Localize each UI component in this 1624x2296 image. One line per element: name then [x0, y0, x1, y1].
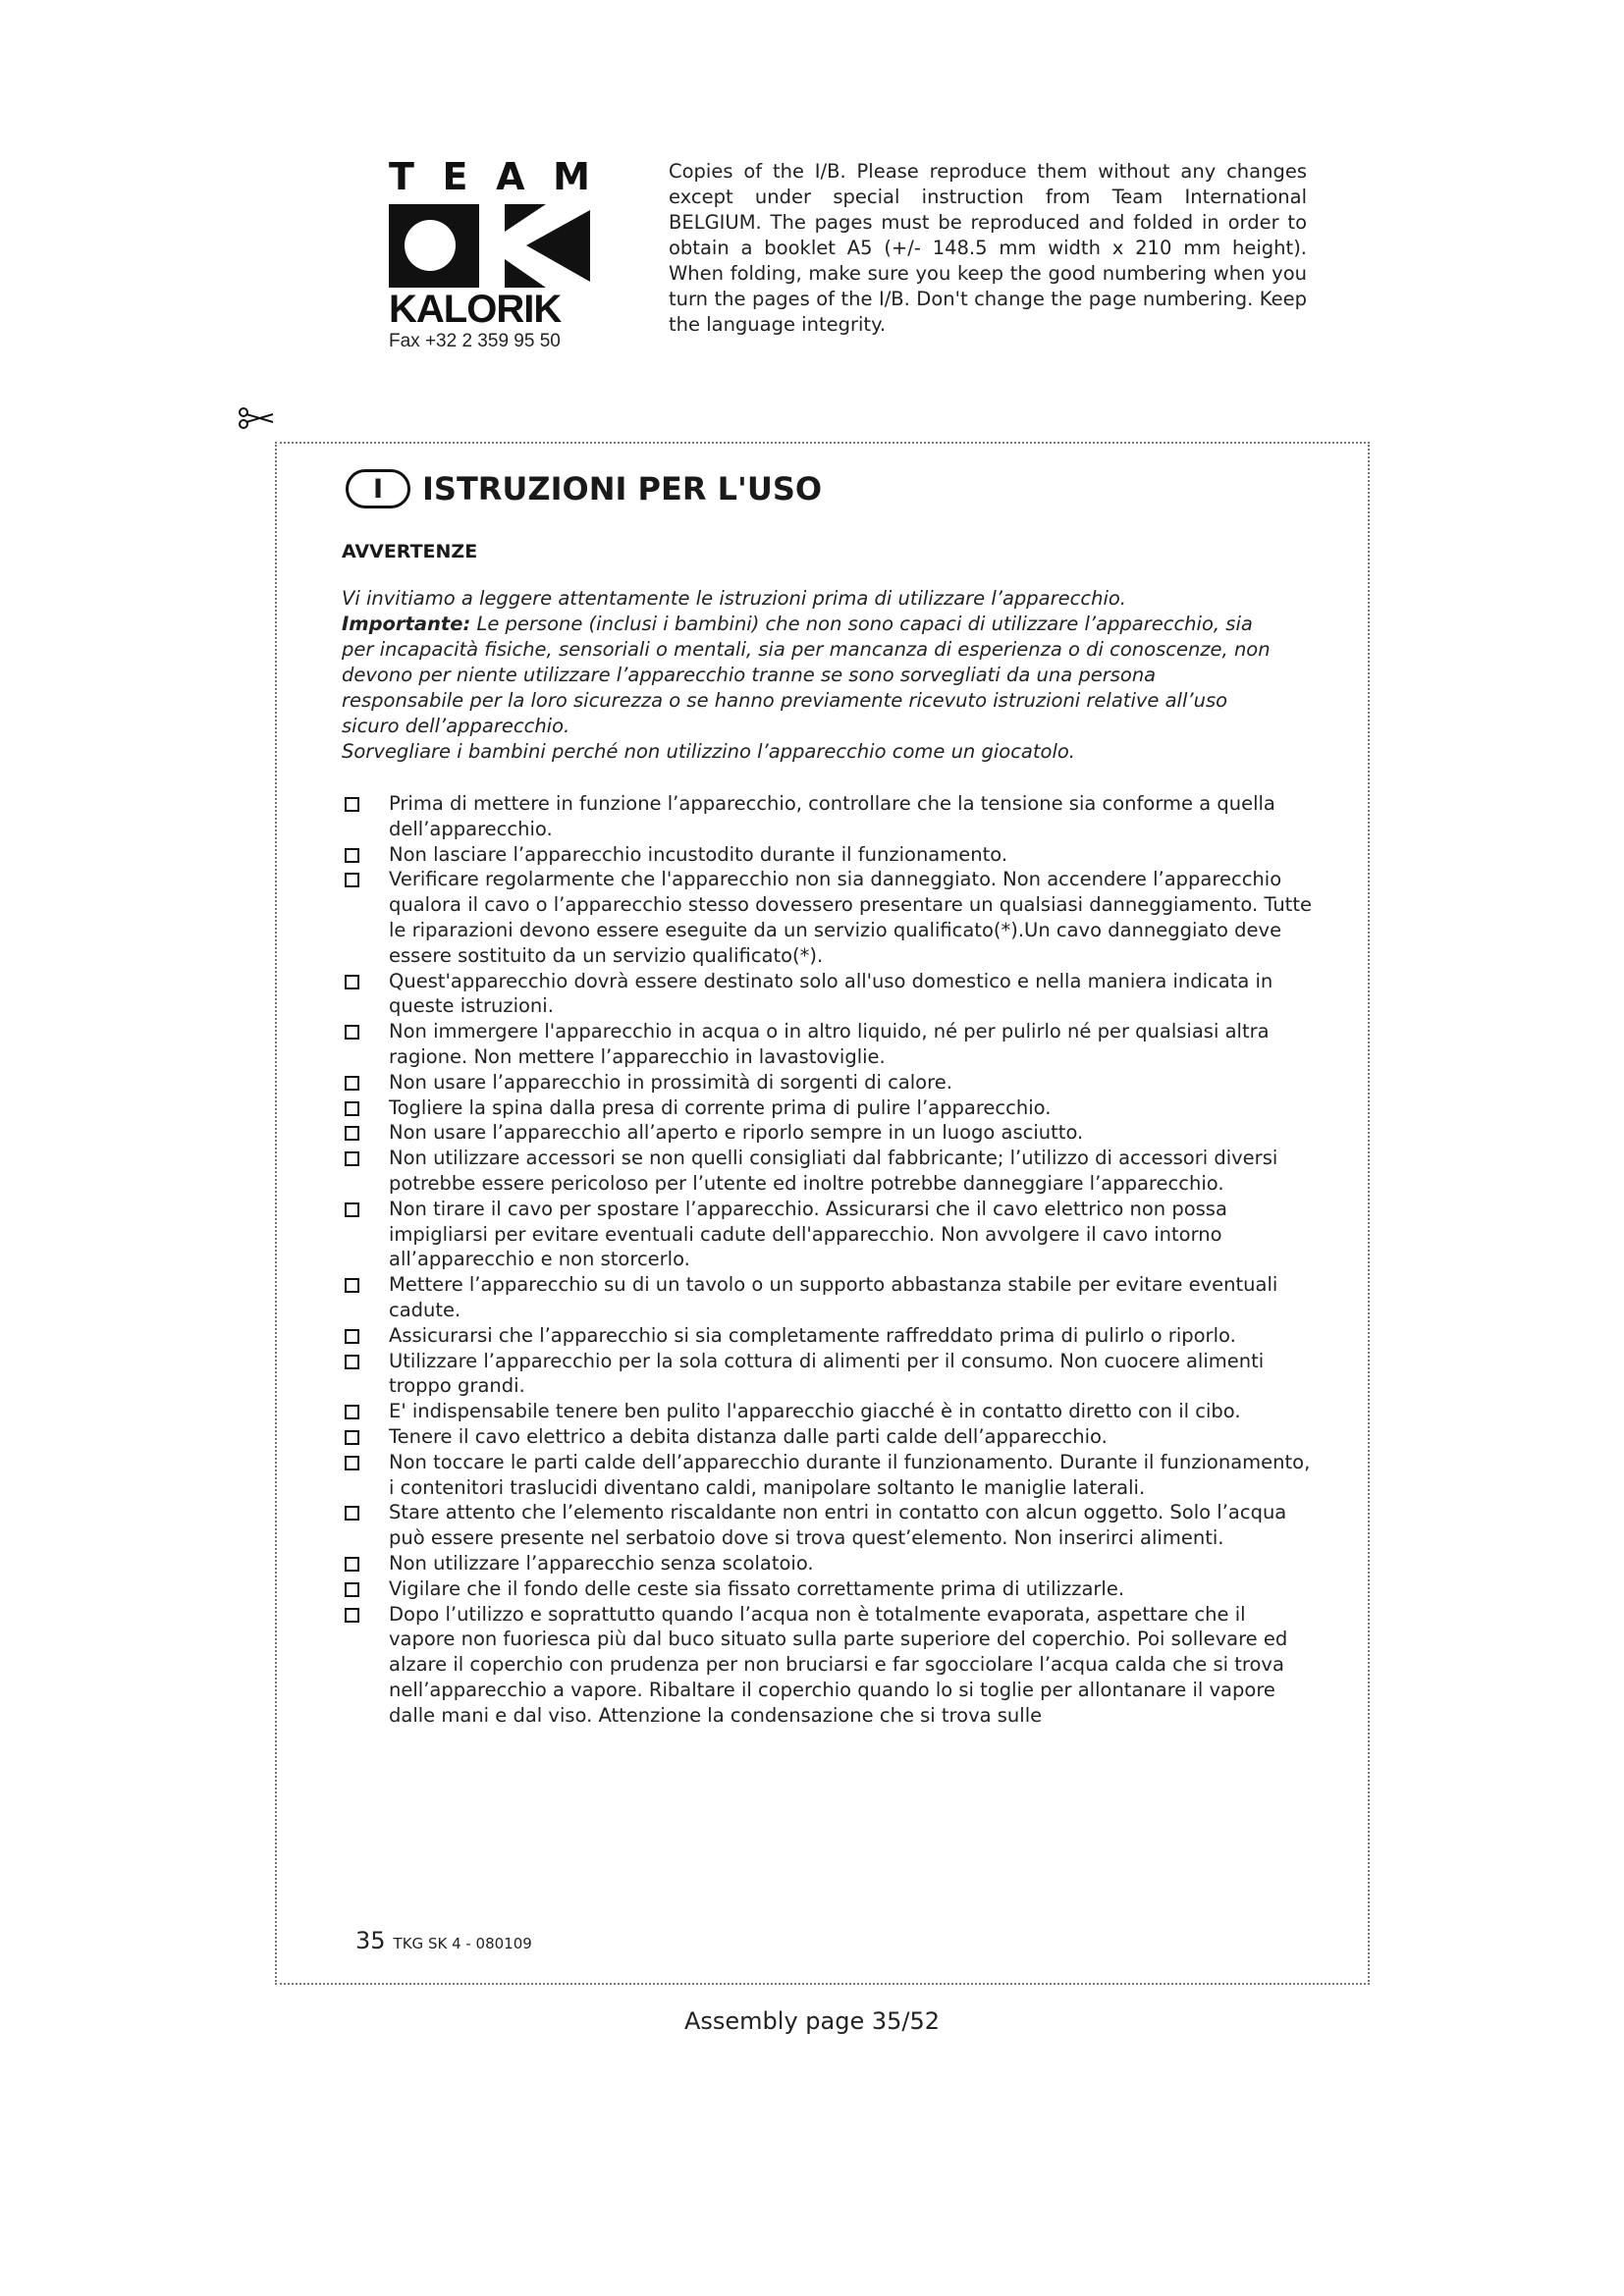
list-item-text: Togliere la spina dalla presa di corrente prima di pulire l’apparecchio.: [389, 1095, 1052, 1119]
checkbox-bullet-icon: [345, 1278, 359, 1293]
list-item: [342, 1120, 1314, 1146]
logo-brand-name: KALORIK: [389, 288, 562, 331]
list-item: [342, 1019, 1314, 1070]
team-kalorik-logo: [389, 157, 600, 352]
checkbox-bullet-icon: [345, 1101, 359, 1116]
list-item-text: E' indispensabile tenere ben pulito l'apparecchio giacché è in contatto diretto con il cibo.: [389, 1400, 1241, 1423]
warnings-list: [342, 791, 1314, 1728]
list-item: [342, 1450, 1314, 1501]
page-footer: [355, 1927, 532, 1954]
list-item: [342, 1399, 1314, 1424]
list-item: [342, 1070, 1314, 1095]
list-item-text: Non toccare le parti calde dell’apparecchio durante il funzionamento. Durante il funzionamento, i contenitori traslucidi diventano caldi, manipolare soltanto le maniglie laterali.: [389, 1450, 1311, 1499]
intro-text: [342, 586, 1279, 765]
list-item: [342, 1095, 1314, 1121]
list-item-text: Non lasciare l’apparecchio incustodito durante il funzionamento.: [389, 842, 1008, 866]
list-item-text: Non usare l’apparecchio all’aperto e riporlo sempre in un luogo asciutto.: [389, 1121, 1084, 1145]
checkbox-bullet-icon: [345, 1126, 359, 1141]
checkbox-bullet-icon: [345, 1557, 359, 1572]
checkbox-bullet-icon: [345, 1506, 359, 1521]
list-item-text: Utilizzare l’apparecchio per la sola cottura di alimenti per il consumo. Non cuocere alimenti troppo grandi.: [389, 1349, 1265, 1398]
list-item-text: Assicurarsi che l’apparecchio si sia completamente raffreddato prima di pulirlo o riporlo.: [389, 1323, 1236, 1347]
page-title: [346, 469, 822, 508]
list-item-text: Vigilare che il fondo delle ceste sia fissato correttamente prima di utilizzarle.: [389, 1576, 1125, 1600]
list-item-text: Non usare l’apparecchio in prossimità di sorgenti di calore.: [389, 1070, 952, 1094]
section-heading: AVVERTENZE: [342, 541, 478, 562]
list-item: [342, 1349, 1314, 1400]
logo-letter: M: [553, 155, 590, 198]
list-item: [342, 867, 1314, 968]
list-item-text: Dopo l’utilizzo e soprattutto quando l’acqua non è totalmente evaporata, aspettare che il vapore non fuoriesca più dal buco situato sulla parte superiore del coperchio. Poi sollevare ed alzare il coperchio con prudenza per non bruciarsi e far sgocciolare l’acqua calda che si trova nell’apparecchio a vapore. Ribaltare il coperchio quando lo si toglie per allontanare il vapore dalle mani e dal viso. Attenzione la condensazione che si trova sulle: [389, 1602, 1288, 1727]
checkbox-bullet-icon: [345, 848, 359, 863]
logo-letter: E: [442, 155, 468, 198]
important-text: Le persone (inclusi i bambini) che non sono capaci di utilizzare l’apparecchio, sia per incapacità fisiche, sensoriali o mentali, sia per mancanza di esperienza o di conoscenze, non devono per niente utilizzare l’apparecchio tranne se sono sorvegliati da una persona responsabile per la loro sicurezza o se hanno previamente ricevuto istruzioni relative all’uso sicuro dell’apparecchio.: [342, 613, 1271, 737]
list-item-text: Prima di mettere in funzione l’apparecchio, controllare che la tensione sia conforme a quella dell’apparecchio.: [389, 792, 1275, 840]
checkbox-bullet-icon: [345, 975, 359, 989]
important-label: Importante:: [342, 613, 471, 635]
list-item-text: Non immergere l'apparecchio in acqua o in altro liquido, né per pulirlo né per qualsiasi altra ragione. Non mettere l’apparecchio in lavastoviglie.: [389, 1020, 1270, 1068]
list-item: [342, 842, 1314, 868]
checkbox-bullet-icon: [345, 1405, 359, 1419]
list-item: [342, 1551, 1314, 1576]
fax-number: Fax +32 2 359 95 50: [389, 331, 561, 351]
language-badge: I: [346, 469, 410, 508]
checkbox-bullet-icon: [345, 1151, 359, 1166]
list-item-text: Tenere il cavo elettrico a debita distanza dalle parti calde dell’apparecchio.: [389, 1424, 1108, 1448]
list-item-text: Mettere l’apparecchio su di un tavolo o un supporto abbastanza stabile per evitare eventuali cadute.: [389, 1273, 1278, 1321]
logo-team-wordmark: [389, 157, 590, 196]
list-item: [342, 1424, 1314, 1450]
assembly-page-label: Assembly page 35/52: [683, 2007, 941, 2035]
list-item: [342, 1272, 1314, 1323]
list-item-text: Non utilizzare l’apparecchio senza scolatoio.: [389, 1551, 814, 1575]
checkbox-bullet-icon: [345, 1329, 359, 1344]
list-item: [342, 1576, 1314, 1602]
page-title-text: ISTRUZIONI PER L'USO: [422, 470, 823, 507]
list-item: [342, 1197, 1314, 1272]
checkbox-bullet-icon: [345, 797, 359, 812]
list-item: [342, 1602, 1314, 1729]
checkbox-bullet-icon: [345, 1582, 359, 1597]
list-item: [342, 1323, 1314, 1349]
document-reference: TKG SK 4 - 080109: [393, 1935, 532, 1952]
checkbox-bullet-icon: [345, 1456, 359, 1470]
checkbox-bullet-icon: [345, 1202, 359, 1217]
list-item: [342, 969, 1314, 1020]
logo-letter: A: [496, 155, 525, 198]
list-item-text: Quest'apparecchio dovrà essere destinato solo all'uso domestico e nella maniera indicata in queste istruzioni.: [389, 969, 1273, 1018]
logo-mark-icon: [389, 204, 590, 288]
list-item-text: Verificare regolarmente che l'apparecchio non sia danneggiato. Non accendere l’apparecchio qualora il cavo o l’apparecchio stesso dovessero presentare un qualsiasi danneggiamento. Tutte le riparazioni devono essere eseguite da un servizio qualificato(*).Un cavo danneggiato deve essere sostituito da un servizio qualificato(*).: [389, 868, 1312, 967]
list-item: [342, 1146, 1314, 1197]
checkbox-bullet-icon: [345, 1025, 359, 1040]
list-item: [342, 791, 1314, 842]
reproduction-notice: Copies of the I/B. Please reproduce them without any changes except under special instruction from Team International BELGIUM. The pages must be reproduced and folded in order to obtain a booklet A5 (+/- 148.5 mm width x 210 mm height). When folding, make sure you keep the good numbering when you turn the pages of the I/B. Don't change the page numbering. Keep the language integrity.: [669, 160, 1307, 336]
scissors-icon: [238, 406, 275, 430]
logo-letter: T: [389, 155, 414, 198]
intro-line: Sorvegliare i bambini perché non utilizzino l’apparecchio come un giocatolo.: [342, 740, 1076, 763]
list-item-text: Non tirare il cavo per spostare l’apparecchio. Assicurarsi che il cavo elettrico non possa impigliarsi per evitare eventuali cadute dell'apparecchio. Non avvolgere il cavo intorno all’apparecchio e non storcerlo.: [389, 1197, 1227, 1271]
list-item-text: Non utilizzare accessori se non quelli consigliati dal fabbricante; l’utilizzo di accessori diversi potrebbe essere pericoloso per l’utente ed inoltre potrebbe danneggiare l’apparecchio.: [389, 1147, 1278, 1195]
checkbox-bullet-icon: [345, 873, 359, 887]
page-number: 35: [355, 1927, 386, 1954]
intro-line: Vi invitiamo a leggere attentamente le istruzioni prima di utilizzare l’apparecchio.: [342, 587, 1126, 610]
checkbox-bullet-icon: [345, 1608, 359, 1623]
checkbox-bullet-icon: [345, 1355, 359, 1369]
important-note: [342, 612, 1279, 739]
checkbox-bullet-icon: [345, 1076, 359, 1091]
list-item: [342, 1500, 1314, 1551]
list-item-text: Stare attento che l’elemento riscaldante non entri in contatto con alcun oggetto. Solo l’acqua può essere presente nel serbatoio dove si trova quest’elemento. Non inserirci alimenti.: [389, 1501, 1287, 1550]
checkbox-bullet-icon: [345, 1430, 359, 1445]
